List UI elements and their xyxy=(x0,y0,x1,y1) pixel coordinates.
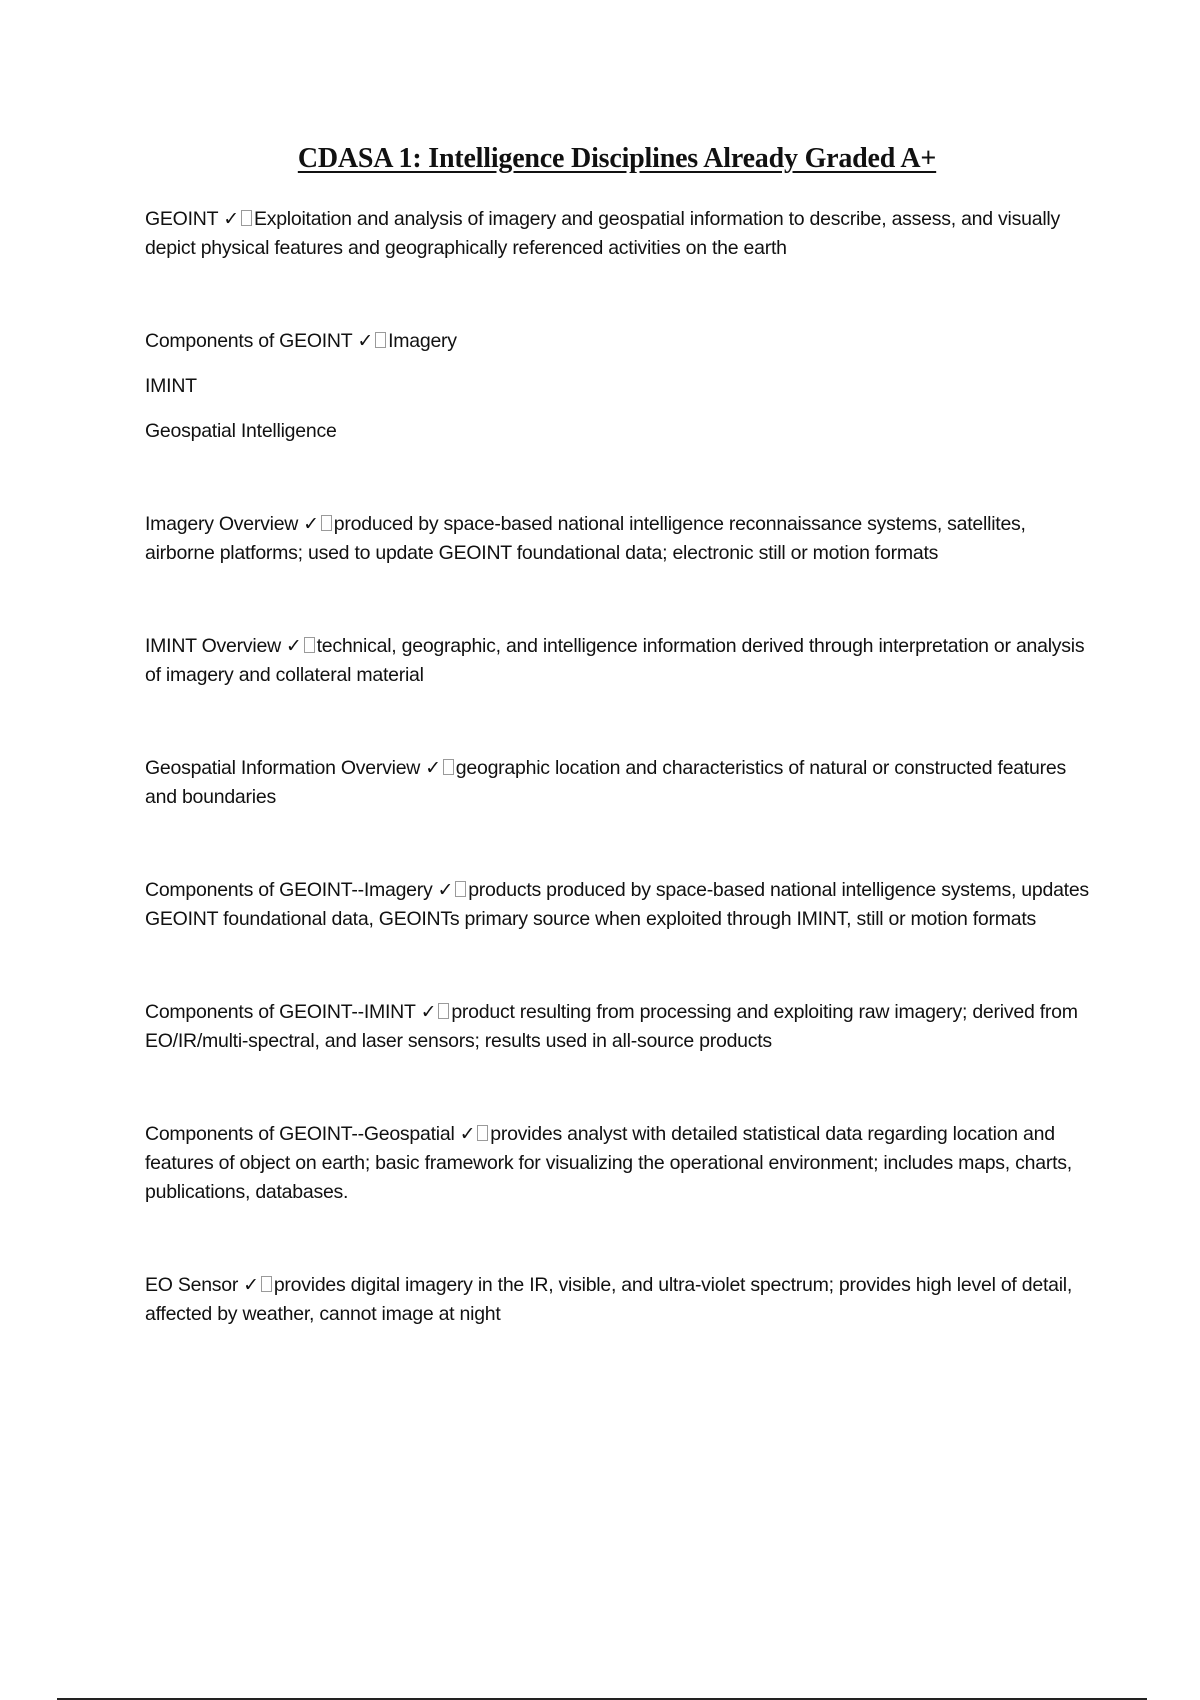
entry-extra-line: Geospatial Intelligence xyxy=(145,420,337,442)
entry-term: Components of GEOINT--IMINT xyxy=(145,1001,416,1023)
check-icon: ✓ xyxy=(223,208,239,230)
check-icon: ✓ xyxy=(243,1274,259,1296)
entry-extra-line: IMINT xyxy=(145,375,197,397)
entry-term: Geospatial Information Overview xyxy=(145,757,421,779)
entry-definition: product resulting from processing and exploiting raw imagery; derived from EO/IR/multi-spectral, and laser sensors; results used in all-source products xyxy=(145,1001,1078,1052)
check-icon: ✓ xyxy=(437,879,454,901)
entry-components-of-geoint xyxy=(145,327,1090,356)
entry-term: Imagery Overview xyxy=(145,513,299,535)
empty-box-icon xyxy=(443,759,454,775)
empty-box-icon xyxy=(321,515,332,531)
entry-definition: geographic location and characteristics of natural or constructed features and boundaries xyxy=(145,757,1066,808)
empty-box-icon xyxy=(455,881,466,897)
empty-box-icon xyxy=(477,1125,488,1141)
empty-box-icon xyxy=(241,210,252,226)
entry-term: Components of GEOINT xyxy=(145,330,353,352)
entry-definition: Imagery xyxy=(388,330,457,352)
entry-term: EO Sensor xyxy=(145,1274,239,1296)
entry-components-imagery xyxy=(145,876,1090,934)
entry-term: Components of GEOINT--Imagery xyxy=(145,879,433,901)
entry-list xyxy=(145,205,1090,1329)
check-icon: ✓ xyxy=(459,1123,476,1145)
empty-box-icon xyxy=(375,332,386,348)
entry-definition: provides analyst with detailed statistical data regarding location and features of object on earth; basic framework for visualizing the operational environment; includes maps, charts, publications, databases. xyxy=(145,1123,1072,1203)
entry-definition: Exploitation and analysis of imagery and geospatial information to describe, assess, and visually depict physical features and geographically referenced activities on the earth xyxy=(145,208,1060,259)
check-icon: ✓ xyxy=(420,1001,437,1023)
check-icon: ✓ xyxy=(285,635,302,657)
check-icon: ✓ xyxy=(303,513,319,535)
entry-definition: technical, geographic, and intelligence information derived through interpretation or analysis of imagery and collateral material xyxy=(145,635,1085,686)
entry-geospatial-information-overview xyxy=(145,754,1090,812)
entry-components-imint xyxy=(145,998,1090,1056)
entry-imagery-overview xyxy=(145,510,1090,568)
empty-box-icon xyxy=(438,1003,449,1019)
entry-imint-overview xyxy=(145,632,1090,690)
entry-definition: produced by space-based national intelligence reconnaissance systems, satellites, airborne platforms; used to update GEOINT foundational data; electronic still or motion formats xyxy=(145,513,1026,564)
entry-definition: provides digital imagery in the IR, visible, and ultra-violet spectrum; provides high level of detail, affected by weather, cannot image at night xyxy=(145,1274,1073,1325)
entry-definition: products produced by space-based national intelligence systems, updates GEOINT foundational data, GEOINTs primary source when exploited through IMINT, still or motion formats xyxy=(145,879,1089,930)
empty-box-icon xyxy=(261,1276,272,1292)
entry-eo-sensor xyxy=(145,1271,1090,1329)
entry-term: IMINT Overview xyxy=(145,635,281,657)
document-title: CDASA 1: Intelligence Disciplines Already Graded A+ xyxy=(297,143,937,174)
entry-geoint xyxy=(145,205,1090,263)
check-icon: ✓ xyxy=(357,330,374,352)
empty-box-icon xyxy=(304,637,315,653)
entry-term: GEOINT xyxy=(145,208,219,230)
entry-components-geospatial xyxy=(145,1120,1090,1207)
check-icon: ✓ xyxy=(425,757,441,779)
entry-term: Components of GEOINT--Geospatial xyxy=(145,1123,455,1145)
